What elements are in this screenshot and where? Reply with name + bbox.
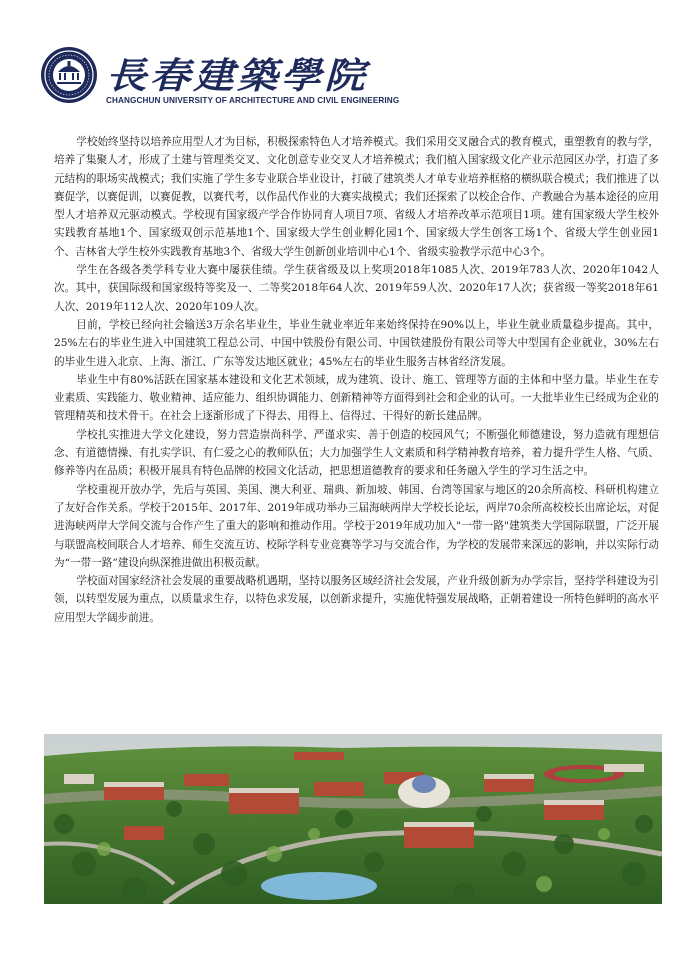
- paragraph: 目前，学校已经向社会输送3万余名毕业生，毕业生就业率近年来始终保持在90%以上，毕业生就业质量稳步提高。其中，25%左右的毕业生进入中国建筑工程总公司、中国中铁股份有限公司、中国铁建股份有限公司等大中型国有企业就业，30%左右的毕业生进入北京、上海、浙江、广东等发达地区就业；45%左右的毕业生服务吉林省经济发展。: [54, 318, 659, 368]
- paragraph: 学校扎实推进大学文化建设，努力营造崇尚科学、严谨求实、善于创造的校园风气；不断强化师德建设，努力造就有理想信念、有道德情操、有扎实学识、有仁爱之心的教师队伍；大力加强学生人文素质和科学精神教育培养，着力提升学生人格、气质、修养等内在品质；积极开展具有特色品牌的校园文化活动，把思想道德教育的要求和任务融入学生的学习生活之中。: [54, 428, 659, 478]
- university-seal-icon: [40, 46, 98, 104]
- paragraph: 毕业生中有80%活跃在国家基本建设和文化艺术领域，成为建筑、设计、施工、管理等方面的主体和中坚力量。毕业生在专业素质、实践能力、敬业精神、适应能力、组织协调能力、创新精神等方面得到社会和企业的认可。一大批毕业生已经成为企业的管理精英和技术骨干。在社会上逐渐形成了下得去、用得上、信得过、干得好的新长建品牌。: [54, 373, 659, 423]
- campus-model-photo: [44, 734, 662, 904]
- header: [40, 42, 400, 112]
- campus-model-illustration: [44, 734, 662, 904]
- university-name-english: CHANGCHUN UNIVERSITY OF ARCHITECTURE AND CIVIL ENGINEERING: [106, 96, 400, 105]
- body-text: [54, 133, 659, 627]
- paragraph: 学校面对国家经济社会发展的重要战略机遇期，坚持以服务区域经济社会发展，产业升级创新为办学宗旨，坚持学科建设为引领，以转型发展为重点，以质量求生存，以特色求发展，以创新求提升，实施优特强发展战略，正朝着建设一所特色鲜明的高水平应用型大学阔步前进。: [54, 575, 659, 624]
- paragraph: 学生在各级各类学科专业大赛中屡获佳绩。学生获省级及以上奖项2018年1085人次、2019年783人次、2020年1042人次。其中，获国际级和国家级特等奖及一、二等奖2018年64人次、2019年59人次、2020年17人次；获省级一等奖2018年61人次、2019年112人次、2020年109人次。: [54, 264, 659, 313]
- university-name-chinese: 長春建築學院: [106, 55, 369, 97]
- paragraph: 学校始终坚持以培养应用型人才为目标，积极探索特色人才培养模式。我们采用交叉融合式的教育模式，重塑教育的教与学，培养了集聚人才，形成了土建与管理类交叉、文化创意专业交叉人才培养模式；我们植入国家级文化产业示范园区办学，打造了多元结构的职场实战模式；我们实施了学生多专业联合毕业设计，打破了建筑类人才单专业培养框格的横纵联合模式；我们推进了以赛促学，以赛促训，以赛促教，以赛代考，以作品代作业的大赛实战模式；我们还探索了以校企合作、产教融合为基本途径的应用型人才培养双元驱动模式。学校现有国家级产学合作协同育人项目7项、省级人才培养改革示范项目1项。建有国家级大学生校外实践教育基地1个、国家级双创示范基地1个、国家级大学生创业孵化园1个、国家级大学生创客工场1个、省级大学生创业园1个、吉林省大学生校外实践教育基地3个、省级大学生创新创业培训中心1个、省级实验教学示范中心3个。: [54, 136, 659, 258]
- paragraph: 学校重视开放办学，先后与英国、美国、澳大利亚、瑞典、新加坡、韩国、台湾等国家与地区的20余所高校、科研机构建立了友好合作关系。学校于2015年、2017年、2019年成功举办三届海峡两岸大学校长论坛，两岸70余所高校校长出席论坛，对促进海峡两岸大学间交流与合作产生了重大的影响和推动作用。学校于2019年成功加入"一带一路"建筑类大学国际联盟，广泛开展与联盟高校间联合人才培养、师生交流互访、校际学科专业竞赛等学习与交流合作，为学校的发展带来深远的影响，并以实际行动为“一带一路”建设向纵深推进做出积极贡献。: [54, 483, 659, 569]
